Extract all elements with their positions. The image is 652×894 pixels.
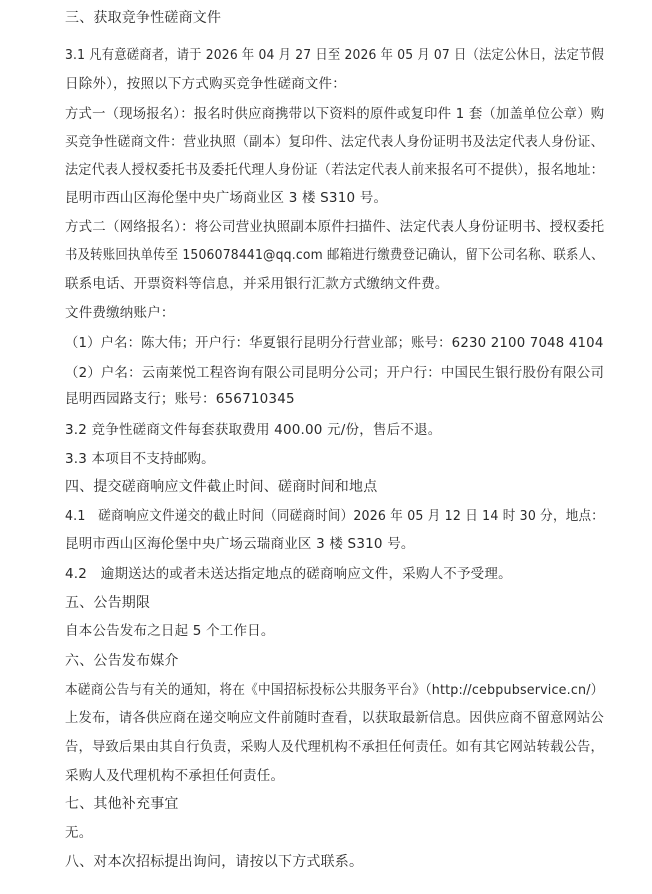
paragraph-line: 自本公告发布之日起 5 个工作日。 xyxy=(65,623,275,639)
paragraph-line: 本磋商公告与有关的通知，将在《中国招标投标公共服务平台》（http://cebpubservice.cn/） xyxy=(65,682,604,698)
paragraph-line: 联系电话、开票资料等信息，并采用银行汇款方式缴纳文件费。 xyxy=(65,276,449,292)
paragraph-line: 法定代表人授权委托书及委托代理人身份证（若法定代表人前来报名可不提供），报名地址： xyxy=(65,162,604,178)
paragraph-line: 买竞争性磋商文件：营业执照（副本）复印件、法定代表人身份证明书及法定代表人身份证、 xyxy=(65,134,604,150)
paragraph-line: 昆明西园路支行；账号：656710345 xyxy=(65,391,295,407)
paragraph-line: 4.2 逾期送达的或者未送达指定地点的磋商响应文件，采购人不予受理。 xyxy=(65,566,512,582)
paragraph-line: 文件费缴纳账户： xyxy=(65,305,175,321)
paragraph-line: 3.3 本项目不支持邮购。 xyxy=(65,451,215,467)
paragraph-line: 书及转账回执单传至 1506078441@qq.com 邮箱进行缴费登记确认，留下公司名称、联系人、 xyxy=(65,247,604,263)
paragraph-line: 4.1 磋商响应文件递交的截止时间（同磋商时间）2026 年 05 月 12 日 14 时 30 分，地点： xyxy=(65,508,604,524)
paragraph-line: 采购人及代理机构不承担任何责任。 xyxy=(65,768,285,784)
account-line-1: （1）户名：陈大伟；开户行：华夏银行昆明分行营业部；账号：6230 2100 7048 4104 xyxy=(65,335,604,351)
account-line-2: （2）户名：云南莱悦工程咨询有限公司昆明分公司；开户行：中国民生银行股份有限公司 xyxy=(65,365,605,381)
paragraph-line: 昆明市西山区海伦堡中央广场商业区 3 楼 S310 号。 xyxy=(65,190,388,206)
paragraph-line: 上发布，请各供应商在递交响应文件前随时查看，以获取最新信息。因供应商不留意网站公 xyxy=(65,710,605,726)
paragraph-line: 3.1 凡有意磋商者，请于 2026 年 04 月 27 日至 2026 年 05 月 07 日（法定公休日，法定节假 xyxy=(65,47,604,63)
paragraph-line: 告，导致后果由其自行负责，采购人及代理机构不承担任何责任。如有其它网站转载公告， xyxy=(65,739,605,755)
paragraph-line: 方式二（网络报名）：将公司营业执照副本原件扫描件、法定代表人身份证明书、授权委托 xyxy=(65,219,605,235)
section-8-heading: 八、对本次招标提出询问，请按以下方式联系。 xyxy=(65,854,364,870)
section-5-heading: 五、公告期限 xyxy=(65,595,151,611)
paragraph-line: 日除外），按照以下方式购买竞争性磋商文件： xyxy=(65,76,346,92)
paragraph-line: 无。 xyxy=(65,825,93,841)
paragraph-line: 3.2 竞争性磋商文件每套获取费用 400.00 元/份，售后不退。 xyxy=(65,422,442,438)
section-4-heading: 四、提交磋商响应文件截止时间、磋商时间和地点 xyxy=(65,479,378,495)
paragraph-line: 昆明市西山区海伦堡中央广场云瑞商业区 3 楼 S310 号。 xyxy=(65,536,415,552)
section-6-heading: 六、公告发布媒介 xyxy=(65,653,179,669)
section-7-heading: 七、其他补充事宜 xyxy=(65,796,179,812)
section-3-heading: 三、获取竞争性磋商文件 xyxy=(65,10,222,26)
paragraph-line: 方式一（现场报名）：报名时供应商携带以下资料的原件或复印件 1 套（加盖单位公章）购 xyxy=(65,106,605,122)
